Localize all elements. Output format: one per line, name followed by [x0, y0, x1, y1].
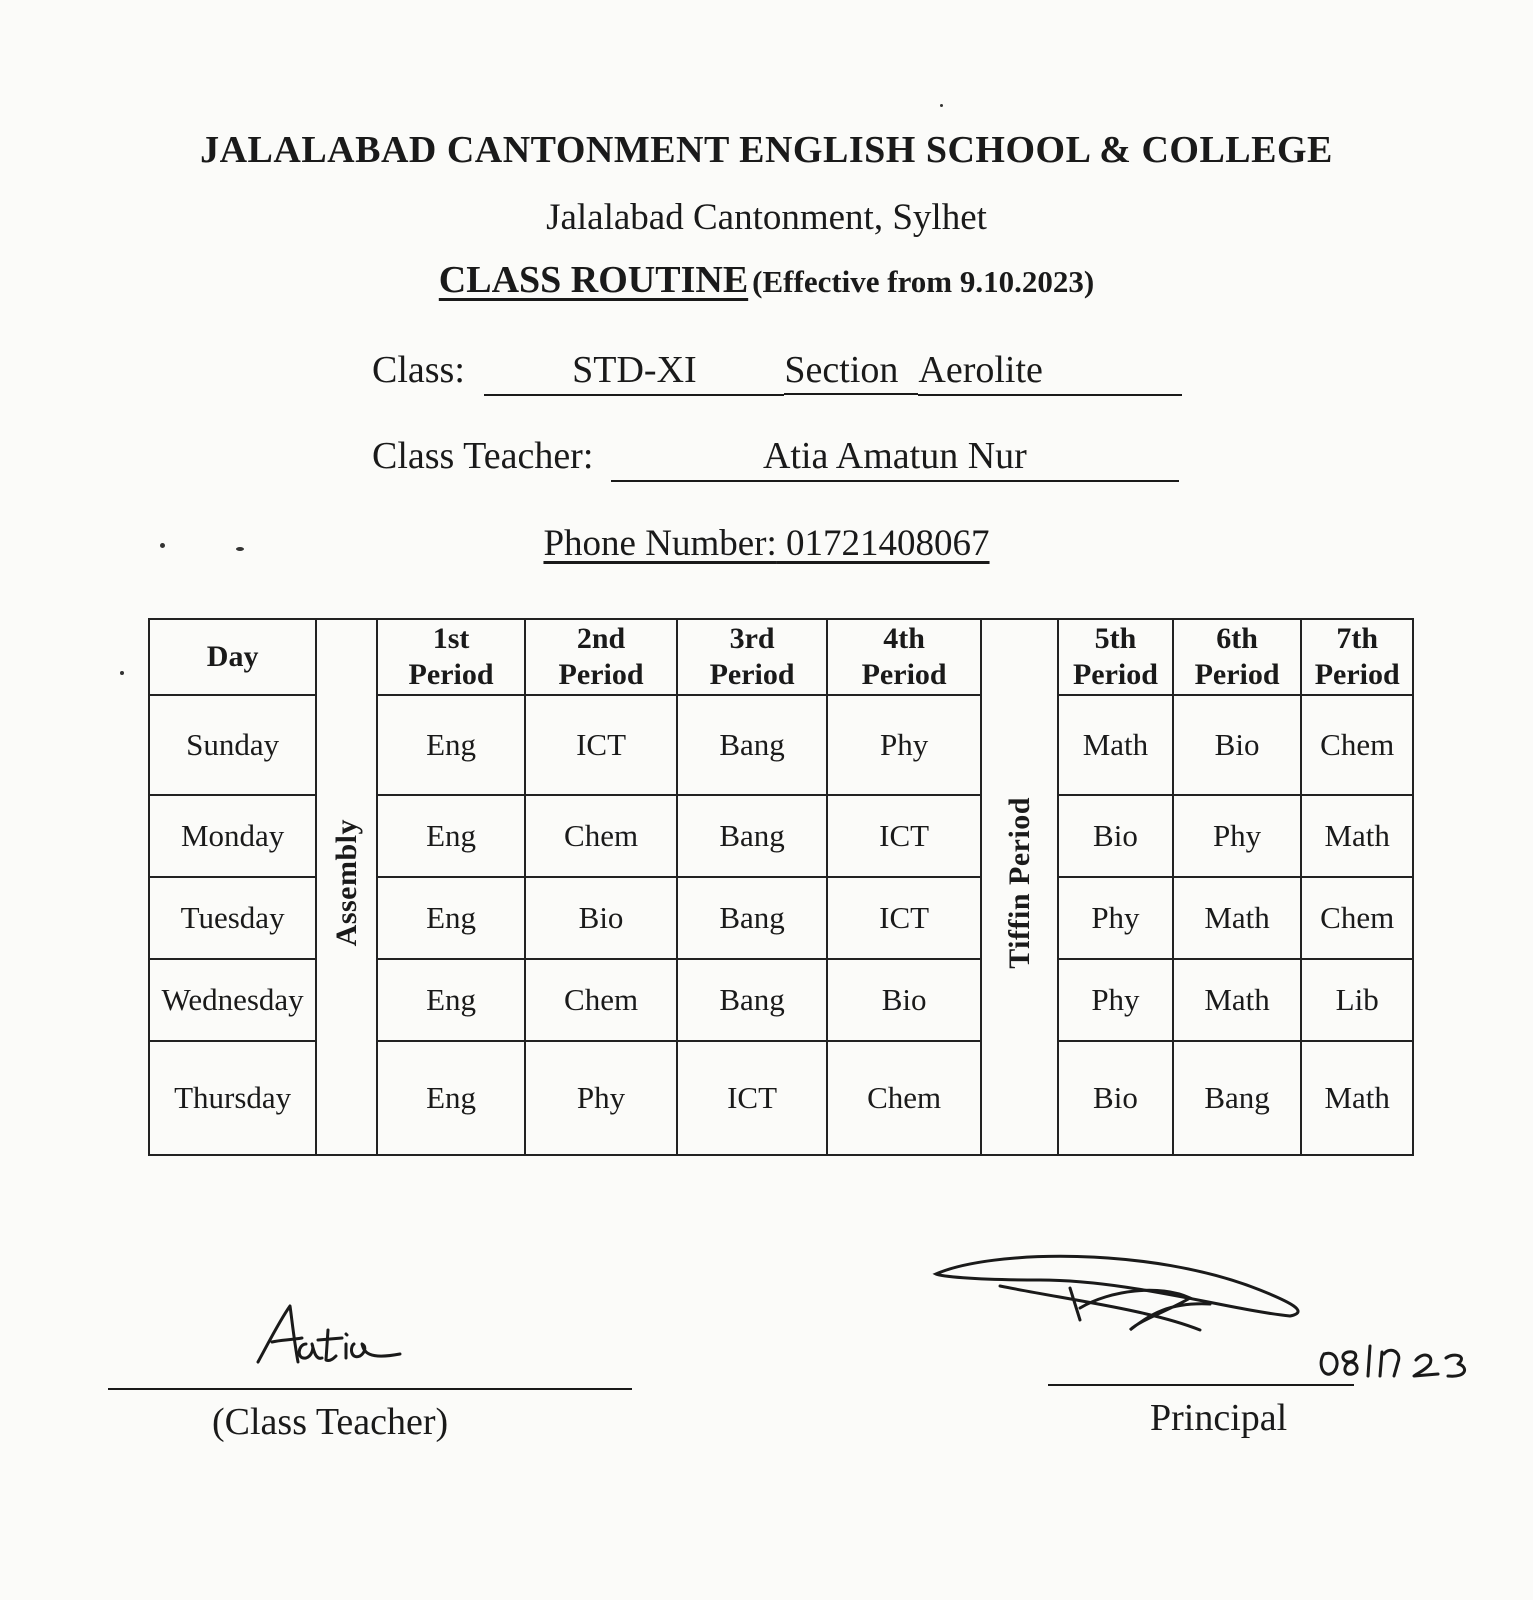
school-name: JALALABAD CANTONMENT ENGLISH SCHOOL & COLLEGE	[200, 129, 1333, 171]
routine-heading	[0, 258, 1533, 302]
period-ordinal: 2nd	[576, 622, 626, 655]
period-header-5	[1058, 619, 1173, 695]
subject-cell: Eng	[377, 877, 525, 959]
subject-cell: Bang	[677, 795, 827, 877]
header-row	[149, 619, 1413, 695]
subject-cell: Bang	[677, 959, 827, 1041]
subject-cell: Bang	[677, 695, 827, 795]
period-word: Period	[558, 658, 644, 691]
subject-cell: Chem	[525, 959, 677, 1041]
subject-cell: Math	[1173, 877, 1302, 959]
subject-cell: Phy	[1058, 877, 1173, 959]
routine-table	[148, 618, 1414, 1156]
phone-text	[543, 523, 989, 564]
period-ordinal: 1st	[432, 622, 470, 655]
subject-cell: Phy	[1173, 795, 1302, 877]
teacher-signature-label: (Class Teacher)	[212, 1401, 449, 1443]
principal-signature-line	[1048, 1384, 1354, 1386]
day-cell: Tuesday	[149, 877, 316, 959]
class-row	[372, 348, 1182, 396]
period-word: Period	[408, 658, 494, 691]
period-ordinal: 4th	[883, 622, 925, 655]
period-word: Period	[861, 658, 947, 691]
subject-cell: Math	[1301, 1041, 1413, 1155]
subject-cell: ICT	[827, 877, 981, 959]
subject-cell: Phy	[827, 695, 981, 795]
subject-cell: Eng	[377, 695, 525, 795]
period-ordinal: 3rd	[729, 622, 775, 655]
tiffin-cell	[981, 619, 1058, 1155]
section-value: Aerolite	[918, 348, 1048, 396]
subject-cell: Eng	[377, 959, 525, 1041]
school-address: Jalalabad Cantonment, Sylhet	[546, 197, 987, 238]
subject-cell: Chem	[525, 795, 677, 877]
principal-date	[1318, 1332, 1488, 1382]
day-header: Day	[149, 619, 316, 695]
period-ordinal: 7th	[1336, 622, 1379, 655]
teacher-signature	[250, 1300, 420, 1380]
principal-signature	[930, 1250, 1330, 1360]
teacher-row	[372, 434, 1179, 482]
day-cell: Thursday	[149, 1041, 316, 1155]
day-cell: Wednesday	[149, 959, 316, 1041]
subject-cell: Bio	[1058, 1041, 1173, 1155]
subject-cell: Chem	[1301, 695, 1413, 795]
period-word: Period	[709, 658, 795, 691]
assembly-cell	[316, 619, 377, 1155]
class-label: Class:	[372, 349, 465, 391]
assembly-label: Assembly	[329, 819, 363, 947]
subject-cell: Math	[1058, 695, 1173, 795]
subject-cell: Bio	[827, 959, 981, 1041]
subject-cell: Phy	[525, 1041, 677, 1155]
subject-cell: ICT	[677, 1041, 827, 1155]
subject-cell: Bang	[1173, 1041, 1302, 1155]
subject-cell: Bio	[1058, 795, 1173, 877]
teacher-value: Atia Amatun Nur	[611, 434, 1179, 482]
subject-cell: Math	[1173, 959, 1302, 1041]
subject-cell: Bio	[525, 877, 677, 959]
subject-cell: Eng	[377, 795, 525, 877]
tiffin-label: Tiffin Period	[1002, 797, 1036, 969]
principal-signature-label: Principal	[1150, 1397, 1288, 1439]
day-cell: Sunday	[149, 695, 316, 795]
teacher-label: Class Teacher:	[372, 435, 594, 477]
period-ordinal: 5th	[1094, 622, 1137, 655]
period-header-3	[677, 619, 827, 695]
section-label: Section	[784, 349, 918, 395]
subject-cell: Chem	[827, 1041, 981, 1155]
subject-cell: ICT	[827, 795, 981, 877]
scan-speck	[120, 671, 124, 675]
subject-cell: Bang	[677, 877, 827, 959]
period-header-1	[377, 619, 525, 695]
period-word: Period	[1194, 658, 1280, 691]
day-cell: Monday	[149, 795, 316, 877]
period-header-4	[827, 619, 981, 695]
phone-value: 01721408067	[786, 523, 990, 564]
subject-cell: Chem	[1301, 877, 1413, 959]
subject-cell: Math	[1301, 795, 1413, 877]
period-word: Period	[1072, 658, 1158, 691]
subject-cell: Eng	[377, 1041, 525, 1155]
class-value: STD-XI	[484, 348, 784, 396]
period-word: Period	[1314, 658, 1400, 691]
scan-speck	[940, 104, 943, 107]
subject-cell: Bio	[1173, 695, 1302, 795]
period-header-7	[1301, 619, 1413, 695]
teacher-signature-line	[108, 1388, 632, 1390]
phone-line	[0, 522, 1533, 565]
subject-cell: Phy	[1058, 959, 1173, 1041]
period-header-6	[1173, 619, 1302, 695]
subject-cell: Lib	[1301, 959, 1413, 1041]
subject-cell: ICT	[525, 695, 677, 795]
period-ordinal: 6th	[1216, 622, 1258, 655]
routine-title: CLASS ROUTINE	[438, 259, 749, 301]
effective-date: (Effective from 9.10.2023)	[752, 264, 1095, 299]
period-header-2	[525, 619, 677, 695]
phone-label: Phone Number:	[543, 523, 777, 564]
